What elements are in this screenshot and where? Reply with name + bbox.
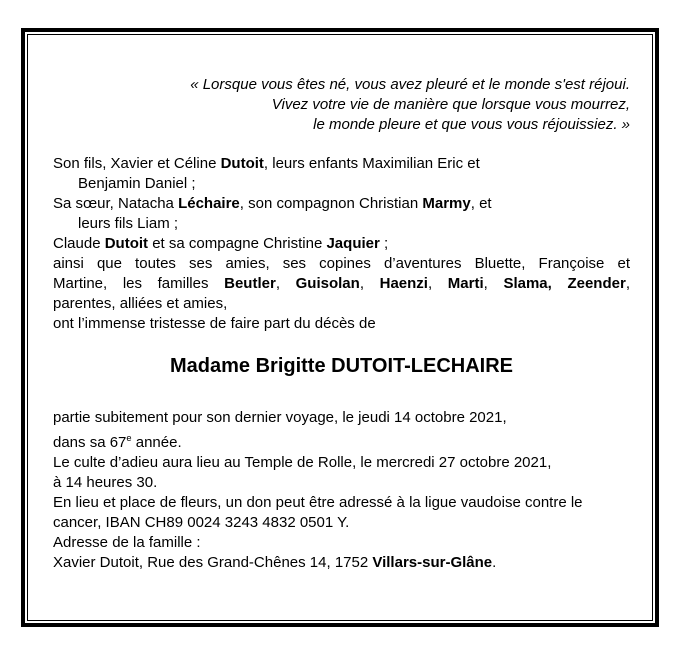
text-segment: et sa compagne Christine	[148, 235, 327, 252]
text-segment: , et	[470, 195, 492, 212]
text-segment: En lieu et place de fleurs, un don peut être adressé à la ligue vaudoise contre le	[53, 494, 583, 511]
text-segment: ,	[625, 275, 630, 292]
text-line	[53, 115, 630, 135]
emphasized-text: Slama, Zeender	[503, 275, 626, 292]
text-line	[53, 75, 630, 95]
text-segment: ainsi que toutes ses amies, ses copines d’aventures Bluette, Françoise et	[53, 255, 630, 272]
text-line	[53, 513, 630, 533]
text-segment: Martine, les familles	[53, 275, 225, 292]
family-announcement	[53, 154, 630, 334]
emphasized-text: Léchaire	[178, 195, 240, 212]
text-line	[53, 254, 630, 274]
text-line	[53, 408, 630, 428]
emphasized-text: Jaquier	[326, 235, 380, 252]
emphasized-text: Dutoit	[104, 235, 149, 252]
text-segment: ont l’immense tristesse de faire part du décès de	[53, 315, 376, 332]
text-segment: .	[492, 554, 497, 571]
funeral-details	[53, 408, 630, 573]
text-segment: dans sa 67	[53, 434, 127, 451]
emphasized-text: Haenzi	[379, 275, 428, 292]
text-segment: ,	[427, 275, 448, 292]
text-line	[53, 553, 630, 573]
deceased-name: Madame Brigitte DUTOIT-LECHAIRE	[170, 355, 513, 377]
obituary-content	[28, 35, 652, 620]
text-segment: Sa sœur, Natacha	[53, 195, 179, 212]
text-segment: Le culte d’adieu aura lieu au Temple de Rolle, le mercredi 27 octobre 2021,	[53, 454, 552, 471]
text-line	[53, 274, 630, 294]
text-line	[53, 294, 630, 314]
memorial-quote	[53, 75, 630, 135]
text-segment: ,	[359, 275, 380, 292]
text-segment: « Lorsque vous êtes né, vous avez pleuré et le monde s'est réjoui.	[190, 76, 630, 93]
emphasized-text: Marti	[447, 275, 484, 292]
text-line	[53, 473, 630, 493]
text-segment: , son compagnon Christian	[239, 195, 423, 212]
text-segment: cancer, IBAN CH89 0024 3243 4832 0501 Y.	[53, 514, 350, 531]
text-segment: Adresse de la famille :	[53, 534, 201, 551]
inner-border-frame	[27, 34, 653, 621]
text-line	[53, 95, 630, 115]
text-segment: le monde pleure et que vous vous réjouissiez. »	[313, 116, 630, 133]
text-segment: e	[126, 433, 132, 443]
text-line	[53, 234, 630, 254]
text-segment: leurs fils Liam ;	[78, 215, 179, 232]
text-segment: année.	[131, 434, 182, 451]
text-segment: à 14 heures 30.	[53, 474, 158, 491]
text-segment: parentes, alliées et amies,	[53, 295, 228, 312]
text-segment: partie subitement pour son dernier voyage, le jeudi 14 octobre 2021,	[53, 409, 507, 426]
text-line	[53, 174, 630, 194]
text-line	[53, 493, 630, 513]
emphasized-text: Beutler	[224, 275, 276, 292]
text-line	[53, 154, 630, 174]
text-line	[53, 214, 630, 234]
emphasized-text: Dutoit	[220, 155, 264, 172]
emphasized-text: Marmy	[422, 195, 471, 212]
text-segment: Son fils, Xavier et Céline	[53, 155, 221, 172]
text-segment: ;	[379, 235, 389, 252]
text-segment: , leurs enfants Maximilian Eric et	[263, 155, 480, 172]
text-line	[53, 453, 630, 473]
text-segment: ,	[483, 275, 504, 292]
text-line	[53, 533, 630, 553]
text-segment: Benjamin Daniel ;	[78, 175, 196, 192]
emphasized-text: Villars-sur-Glâne	[372, 554, 493, 571]
emphasized-text: Guisolan	[295, 275, 360, 292]
text-segment: Xavier Dutoit, Rue des Grand-Chênes 14, 1752	[53, 554, 373, 571]
text-segment: Claude	[53, 235, 105, 252]
text-segment: ,	[275, 275, 296, 292]
text-segment: Vivez votre vie de manière que lorsque vous mourrez,	[271, 96, 630, 113]
text-line	[53, 314, 630, 334]
text-line	[53, 194, 630, 214]
text-line	[53, 428, 630, 453]
outer-border-frame	[21, 28, 659, 627]
